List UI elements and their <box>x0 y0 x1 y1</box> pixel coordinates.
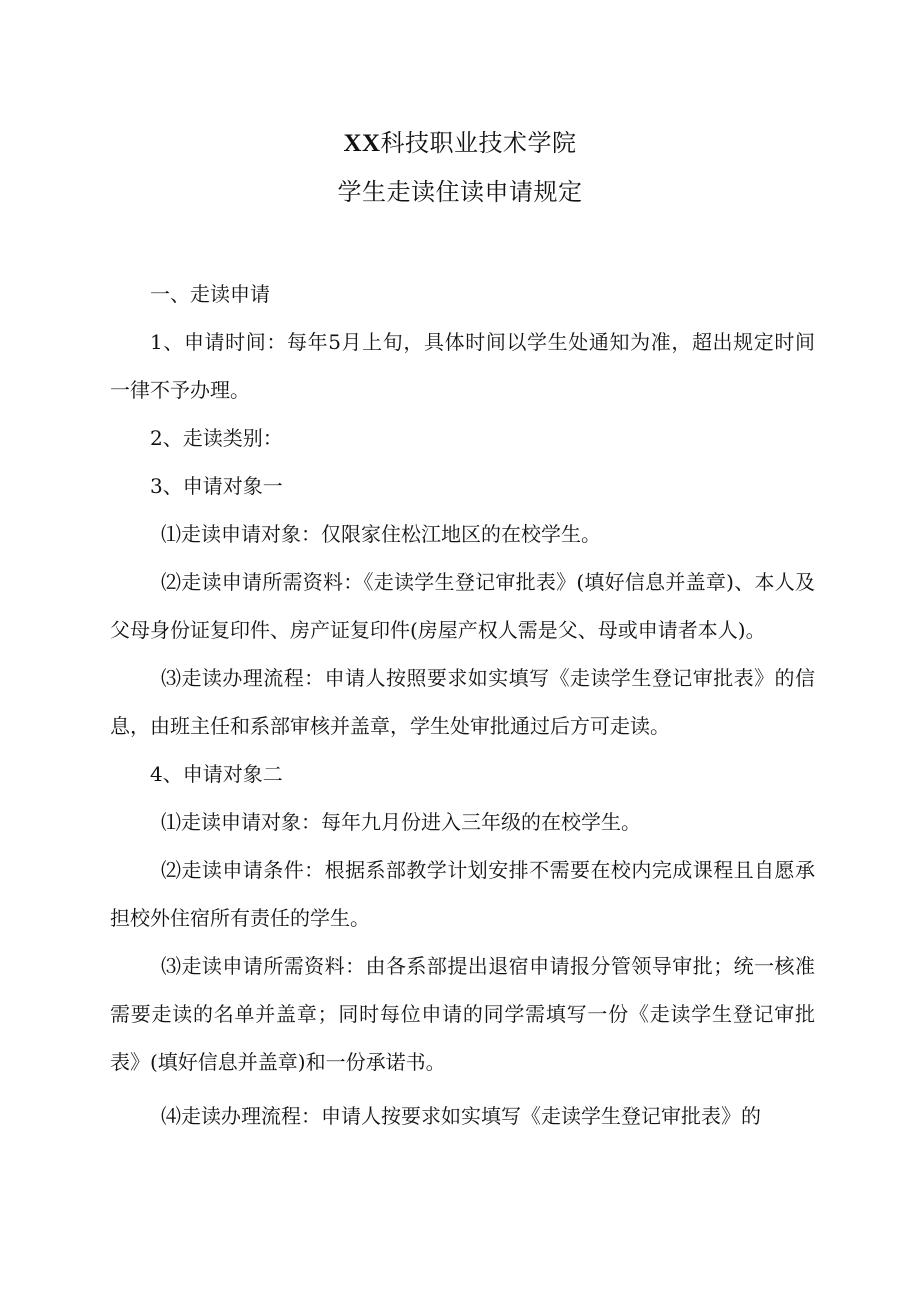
paragraph-target-one-item-1: ⑴走读申请对象：仅限家住松江地区的在校学生。 <box>161 522 601 546</box>
paragraph-target-two-item-1: ⑴走读申请对象：每年九月份进入三年级的在校学生。 <box>161 810 641 834</box>
paragraph-target-two: 4、申请对象二 <box>150 762 283 786</box>
paragraph-target-one: 3、申请对象一 <box>150 474 283 498</box>
paragraph-apply-time: 1、申请时间：每年5月上旬，具体时间以学生处通知为准，超出规定时间一律不予办理。 <box>110 330 815 402</box>
title-prefix: XX <box>343 130 381 157</box>
paragraph-target-one-item-3: ⑶走读办理流程：申请人按照要求如实填写《走读学生登记审批表》的信息，由班主任和系部审核并盖章，学生处审批通过后方可走读。 <box>110 666 815 738</box>
section-heading-1: 一、走读申请 <box>150 282 270 306</box>
paragraph-category: 2、走读类别： <box>150 426 283 450</box>
paragraph-target-two-item-4: ⑷走读办理流程：申请人按要求如实填写《走读学生登记审批表》的 <box>161 1104 761 1128</box>
document-title-line2: 学生走读住读申请规定 <box>337 178 583 206</box>
paragraph-target-two-item-3: ⑶走读申请所需资料：由各系部提出退宿申请报分管领导审批；统一核准需要走读的名单并盖章；同时每位申请的同学需填写一份《走读学生登记审批表》(填好信息并盖章)和一份承诺书。 <box>110 954 815 1074</box>
document-title-line1 <box>0 128 920 159</box>
paragraph-target-two-item-2: ⑵走读申请条件：根据系部教学计划安排不需要在校内完成课程且自愿承担校外住宿所有责任的学生。 <box>110 858 815 930</box>
paragraph-target-one-item-2: ⑵走读申请所需资料：《走读学生登记审批表》(填好信息并盖章)、本人及父母身份证复印件、房产证复印件(房屋产权人需是父、母或申请者本人)。 <box>110 570 815 642</box>
title-line1-rest: 科技职业技术学院 <box>380 129 577 157</box>
document-body <box>110 270 815 1140</box>
